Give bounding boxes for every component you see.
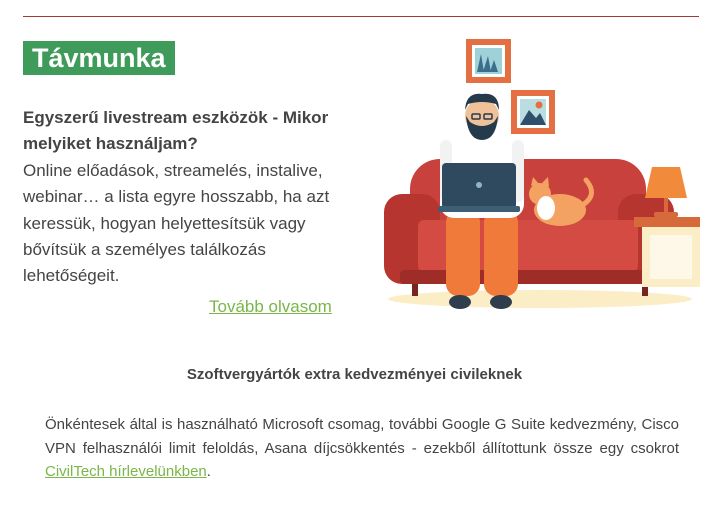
remote-work-illustration (380, 34, 700, 324)
news-heading: Szoftvergyártók extra kedvezményei civileknek (186, 366, 523, 383)
article-body: Online előadások, streamelés, instalive, webinar… a lista egyre hosszabb, ha azt keressük, hogyan helyettesítsük vagy bővítsük a személyes találkozás lehetőségeit. (23, 160, 330, 286)
news-paragraph (45, 413, 679, 484)
article-title[interactable]: Egyszerű livestream eszközök - Mikor melyiket használjam? (23, 108, 329, 154)
news-text-end: . (206, 463, 211, 480)
article-teaser (23, 105, 343, 290)
read-more-link[interactable]: Tovább olvasom (209, 297, 332, 316)
civiltech-newsletter-link[interactable]: CivilTech hírlevelünkben (45, 463, 207, 480)
top-divider (23, 16, 699, 17)
section-badge: Távmunka (23, 41, 175, 75)
news-text: Önkéntesek által is használható Microsoft csomag, további Google G Suite kedvezmény, Cisco VPN felhasználói limit feloldás, Asana díjcsökkentés - ezekből állítottunk össze egy csokrot (45, 416, 679, 457)
